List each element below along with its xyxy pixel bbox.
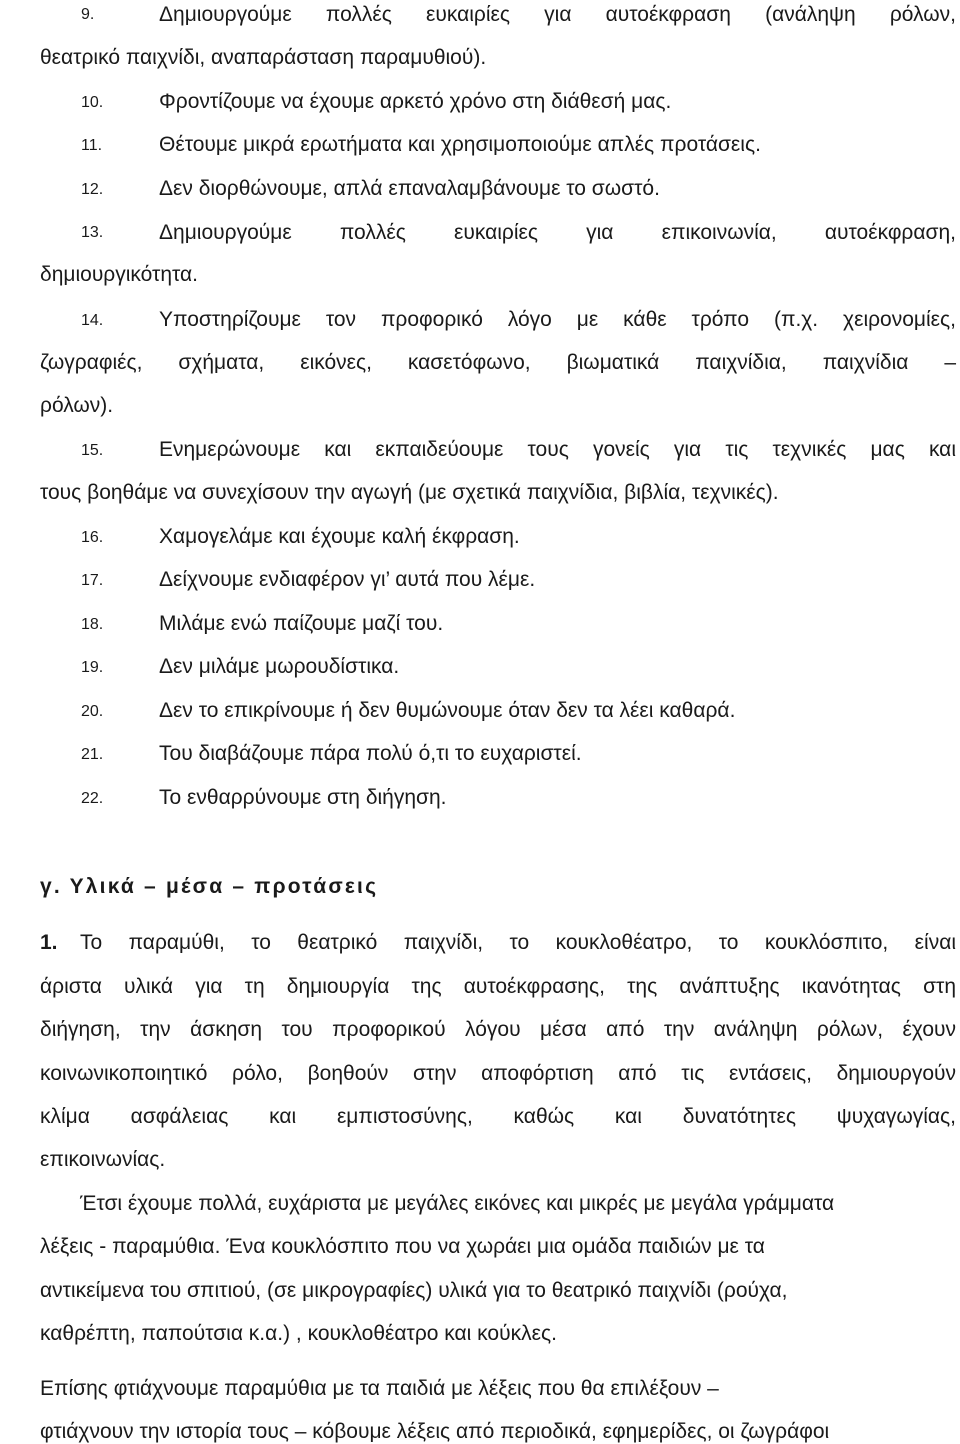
item-text: θεατρικό παιχνίδι, αναπαράσταση παραμυθιού).	[40, 46, 487, 69]
item-number: 18.	[81, 616, 104, 633]
paragraph-line: λέξεις - παραμύθια. Ένα κουκλόσπιτο που να χωράει μια ομάδα παιδιών με τα	[40, 1235, 765, 1258]
item-number: 12.	[81, 181, 104, 198]
item-text: ρόλων).	[40, 394, 114, 417]
item-text: Ενημερώνουμε και εκπαιδεύουμε τους γονείς για τις τεχνικές μας και	[159, 438, 956, 461]
section-heading: γ. Υλικά – μέσα – προτάσεις	[40, 875, 379, 898]
paragraph-line: καθρέπτη, παπούτσια κ.α.) , κουκλοθέατρο και κούκλες.	[40, 1322, 557, 1345]
item-text: Δημιουργούμε πολλές ευκαιρίες για αυτοέκφραση (ανάληψη ρόλων,	[159, 3, 956, 26]
paragraph-line: διήγηση, την άσκηση του προφορικού λόγου μέσα από την ανάληψη ρόλων, έχουν	[40, 1018, 956, 1041]
item-number: 15.	[81, 442, 104, 459]
paragraph-line: Επίσης φτιάχνουμε παραμύθια με τα παιδιά με λέξεις που θα επιλέξουν –	[40, 1377, 719, 1400]
item-number: 9.	[81, 6, 95, 23]
item-number: 22.	[81, 790, 104, 807]
item-text: Δεν διορθώνουμε, απλά επαναλαμβάνουμε το σωστό.	[159, 177, 660, 200]
item-number: 14.	[81, 312, 104, 329]
paragraph-line: άριστα υλικά για τη δημιουργία της αυτοέκφρασης, της ανάπτυξης ικανότητας στη	[40, 975, 956, 998]
paragraph-line: κοινωνικοποιητικό ρόλο, βοηθούν στην αποφόρτιση από τις εντάσεις, δημιουργούν	[40, 1062, 956, 1085]
item-number: 13.	[81, 224, 104, 241]
paragraph-number: 1.	[40, 931, 58, 954]
item-number: 20.	[81, 703, 104, 720]
paragraph-line: φτιάχνουν την ιστορία τους – κόβουμε λέξεις από περιοδικά, εφημερίδες, οι ζωγράφοι	[40, 1420, 830, 1443]
item-text: Δημιουργούμε πολλές ευκαιρίες για επικοινωνία, αυτοέκφραση,	[159, 221, 956, 244]
paragraph-line: Το παραμύθι, το θεατρικό παιχνίδι, το κουκλοθέατρο, το κουκλόσπιτο, είναι	[80, 931, 956, 954]
item-text: τους βοηθάμε να συνεχίσουν την αγωγή (με σχετικά παιχνίδια, βιβλία, τεχνικές).	[40, 481, 779, 504]
paragraph-line: επικοινωνίας.	[40, 1148, 166, 1171]
item-text: Το ενθαρρύνουμε στη διήγηση.	[159, 786, 447, 809]
paragraph-line: κλίμα ασφάλειας και εμπιστοσύνης, καθώς και δυνατότητες ψυχαγωγίας,	[40, 1105, 956, 1128]
item-number: 11.	[81, 137, 103, 154]
item-text: Μιλάμε ενώ παίζουμε μαζί του.	[159, 612, 444, 635]
item-text: Χαμογελάμε και έχουμε καλή έκφραση.	[159, 525, 520, 548]
item-number: 17.	[81, 572, 104, 589]
item-text: Υποστηρίζουμε τον προφορικό λόγο με κάθε τρόπο (π.χ. χειρονομίες,	[159, 308, 956, 331]
item-text: Δεν το επικρίνουμε ή δεν θυμώνουμε όταν δεν τα λέει καθαρά.	[159, 699, 736, 722]
item-text: Δείχνουμε ενδιαφέρον γι’ αυτά που λέμε.	[159, 568, 536, 591]
item-number: 21.	[81, 746, 104, 763]
paragraph-line: Έτσι έχουμε πολλά, ευχάριστα με μεγάλες εικόνες και μικρές με μεγάλα γράμματα	[80, 1192, 835, 1215]
item-number: 19.	[81, 659, 104, 676]
item-text: Θέτουμε μικρά ερωτήματα και χρησιμοποιούμε απλές προτάσεις.	[159, 133, 761, 156]
item-text: Φροντίζουμε να έχουμε αρκετό χρόνο στη διάθεσή μας.	[159, 90, 672, 113]
item-text: Δεν μιλάμε μωρουδίστικα.	[159, 655, 400, 678]
item-number: 10.	[81, 94, 104, 111]
paragraph-line: αντικείμενα του σπιτιού, (σε μικρογραφίες) υλικά για το θεατρικό παιχνίδι (ρούχα,	[40, 1279, 788, 1302]
item-text: ζωγραφιές, σχήματα, εικόνες, κασετόφωνο, βιωματικά παιχνίδια, παιχνίδια –	[40, 351, 956, 374]
item-text: Του διαβάζουμε πάρα πολύ ό,τι το ευχαριστεί.	[159, 742, 582, 765]
item-text: δημιουργικότητα.	[40, 263, 198, 286]
item-number: 16.	[81, 529, 104, 546]
